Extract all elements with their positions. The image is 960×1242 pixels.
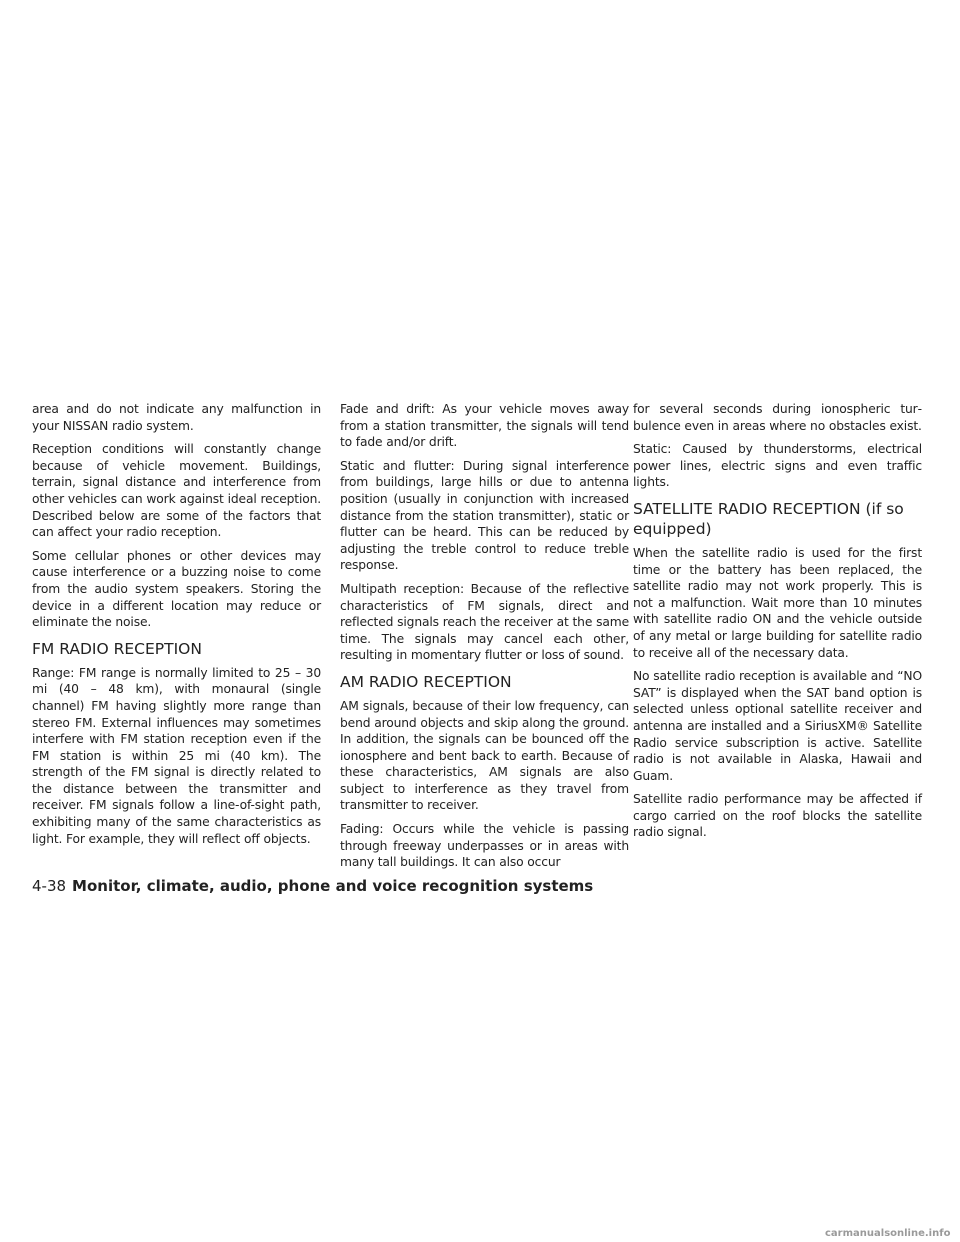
paragraph: Some cellular phones or other devices may cause interference or a buzzing noise to come from the audio system speakers. Storing the device in a different location may reduce or eliminate the noise.: [32, 548, 321, 630]
paragraph: area and do not indicate any malfunction in your NISSAN radio system.: [32, 402, 321, 433]
column-left: [32, 401, 321, 854]
section-heading-satellite: SATELLITE RADIO RECEPTION (if so equipped): [633, 499, 904, 538]
chapter-title: Monitor, climate, audio, phone and voice recognition systems: [72, 877, 594, 895]
paragraph: Fading: Occurs while the vehicle is passing through freeway underpasses or in areas with many tall buildings. It can also occur: [340, 822, 629, 870]
paragraph: Satellite radio performance may be affected if cargo carried on the roof blocks the satellite radio signal.: [633, 792, 922, 840]
paragraph: Multipath reception: Because of the reflective characteristics of FM signals, direct and reflected signals reach the receiver at the same time. The signals may cancel each other, resulting in momentary flutter or loss of sound.: [340, 581, 629, 663]
paragraph: No satellite radio reception is available and “NO SAT” is displayed when the SAT band option is selected unless optional satellite receiver and antenna are installed and a SiriusXM® Satellite Radio service subscription is active. Satellite radio is not available in Alaska, Hawaii and Guam.: [633, 669, 922, 783]
paragraph: AM signals, because of their low frequency, can bend around objects and skip along the ground. In addition, the signals can be bounced off the ionosphere and bent back to earth. Because of these characteristics, AM signals are also subject to interference as they travel from transmitter to receiver.: [340, 698, 629, 813]
section-heading-am: AM RADIO RECEPTION: [340, 672, 512, 691]
paragraph: Static: Caused by thunderstorms, electrical power lines, electric signs and even traffic lights.: [633, 442, 922, 490]
column-right: [633, 401, 922, 848]
column-middle: [340, 401, 629, 878]
paragraph: Fade and drift: As your vehicle moves away from a station transmitter, the signals will tend to fade and/or drift.: [340, 402, 629, 450]
paragraph: When the satellite radio is used for the first time or the battery has been replaced, the satellite radio may not work properly. This is not a malfunction. Wait more than 10 minutes with satellite radio ON and the vehicle outside of any metal or large building for satellite radio to receive all of the necessary data.: [633, 545, 922, 660]
paragraph: Static and flutter: During signal interference from buildings, large hills or due to antenna position (usually in conjunction with increased distance from the station transmitter), static or flutter can be heard. This can be reduced by adjusting the treble control to reduce treble response.: [340, 458, 629, 573]
page-footer: [32, 876, 593, 896]
watermark: carmanualsonline.info: [825, 1228, 951, 1239]
page-number: 4-38: [32, 877, 67, 895]
paragraph: Reception conditions will constantly change because of vehicle movement. Buildings, terrain, signal distance and interference from other vehicles can work against ideal reception. Described below are some of the factors that can affect your radio reception.: [32, 442, 321, 540]
paragraph: Range: FM range is normally limited to 25 – 30 mi (40 – 48 km), with monaural (single channel) FM having slightly more range than stereo FM. External influences may sometimes interfere with FM station reception even if the FM station is within 25 mi (40 km). The strength of the FM signal is directly related to the distance between the transmitter and receiver. FM signals follow a line-of-sight path, exhibiting many of the same characteristics as light. For example, they will reflect off objects.: [32, 665, 321, 846]
section-heading-fm: FM RADIO RECEPTION: [32, 639, 202, 658]
paragraph: for several seconds during ionospheric turbulence even in areas where no obstacles exist.: [633, 402, 922, 433]
